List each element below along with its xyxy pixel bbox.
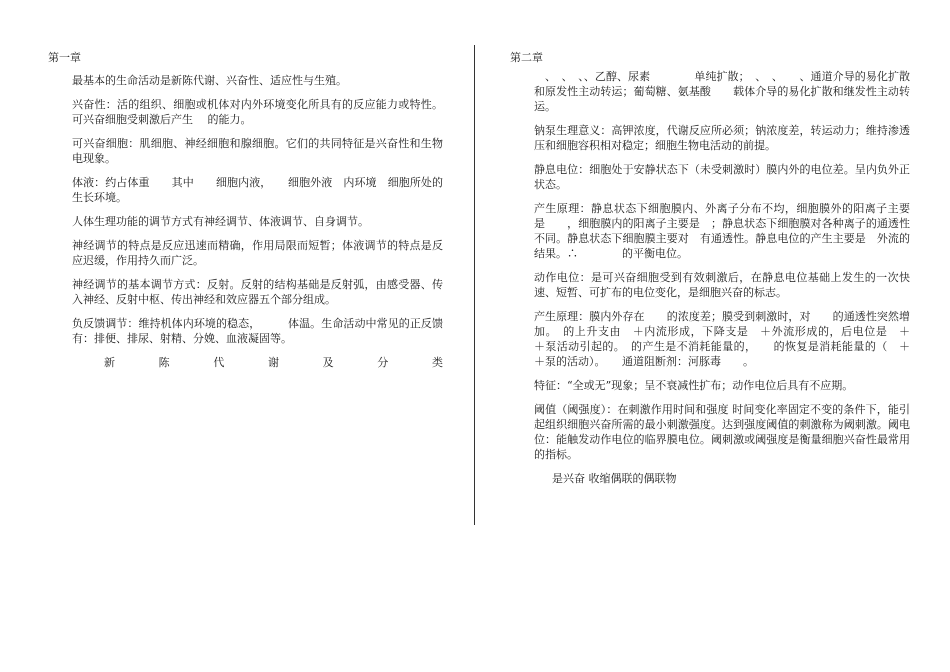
paragraph: 最基本的生命活动是新陈代谢、兴奋性、适应性与生殖。 — [72, 74, 347, 87]
spread-char: 及 — [322, 356, 334, 369]
right-column — [510, 50, 921, 495]
paragraph: 人体生理功能的调节方式有神经调节、体液调节、自身调节。 — [72, 215, 369, 228]
spread-char: 代 — [213, 356, 225, 369]
paragraph: 特征：“全或无”现象；呈不衰减性扩布；动作电位后具有不应期。 — [534, 379, 854, 392]
spread-char: 新 — [104, 356, 115, 369]
paragraph: 可兴奋细胞：肌细胞、神经细胞和腺细胞。它们的共同特征是兴奋性和生物电现象。 — [72, 137, 443, 165]
paragraph: 动作电位：是可兴奋细胞受到有效刺激后，在静息电位基础上发生的一次快速、短暂、可扩布的电位变化，是细胞兴奋的标志。 — [534, 271, 910, 299]
left-column — [48, 50, 443, 370]
paragraph: 神经调节的特点是反应迅速而精确，作用局限而短暂；体液调节的特点是反应迟缓，作用持久而广泛。 — [72, 239, 443, 267]
spread-char: 谢 — [267, 356, 279, 369]
spread-char: 陈 — [158, 356, 170, 369]
chapter-heading: 第二章 — [510, 51, 543, 64]
paragraph: 负反馈调节：维持机体内环境的稳态， 体温。生命活动中常见的正反馈有：排便、排尿、射精、分娩、血液凝固等。 — [72, 317, 443, 345]
spread-char: 类 — [431, 356, 443, 369]
right-body — [510, 69, 921, 486]
paragraph: 是兴奋 收缩偶联的偶联物 — [552, 472, 677, 485]
left-body — [48, 73, 443, 346]
paragraph: 产生原理：膜内外存在 的浓度差；膜受到刺激时，对 的通透性突然增加。 的上升支由 ＋内流形成，下降支是 ＋外流形成的，后电位是 ＋ ＋泵活动引起的。 的产生是不消耗能量的， 的恢复是消耗能量的（ ＋ ＋泵的活动）。 通道阻断剂：河豚毒 。 — [534, 310, 921, 368]
chapter-heading: 第一章 — [48, 51, 81, 64]
spread-char: 分 — [377, 356, 389, 369]
paragraph: 静息电位：细胞处于安静状态下（未受刺激时）膜内外的电位差。呈内负外正状态。 — [534, 163, 910, 191]
paragraph: 兴奋性：活的组织、细胞或机体对内外环境变化所具有的反应能力或特性。可兴奋细胞受刺激后产生 的能力。 — [72, 98, 443, 126]
paragraph: 、 、 、、乙醇、尿素 单纯扩散； 、 、 、通道介导的易化扩散和原发性主动转运；葡萄糖、氨基酸 载体介导的易化扩散和继发性主动转运。 — [534, 70, 910, 113]
paragraph: 钠泵生理意义：高钾浓度，代谢反应所必须；钠浓度差，转运动力；维持渗透压和细胞容积相对稳定；细胞生物电活动的前提。 — [534, 124, 910, 152]
paragraph: 产生原理：静息状态下细胞膜内、外离子分布不均，细胞膜外的阳离子主要是 ，细胞膜内的阳离子主要是 ；静息状态下细胞膜对各种离子的通透性不同。静息状态下细胞膜主要对 有通透性。静息电位的产生主要是 外流的结果。∴ 的平衡电位。 — [534, 202, 910, 260]
paragraph: 体液：约占体重 其中 细胞内液， 细胞外液 内环境 细胞所处的生长环境。 — [72, 176, 443, 204]
spread-heading — [48, 355, 443, 370]
paragraph: 阈值（阈强度）：在刺激作用时间和强度 时间变化率固定不变的条件下，能引起组织细胞兴奋所需的最小刺激强度。达到强度阈值的刺激称为阈刺激。阈电位：能触发动作电位的临界膜电位。阈刺激或阈强度是衡量细胞兴奋性最常用的指标。 — [534, 403, 910, 461]
paragraph: 神经调节的基本调节方式：反射。反射的结构基础是反射弧，由感受器、传入神经、反射中枢、传出神经和效应器五个部分组成。 — [72, 278, 443, 306]
column-divider — [474, 45, 475, 525]
